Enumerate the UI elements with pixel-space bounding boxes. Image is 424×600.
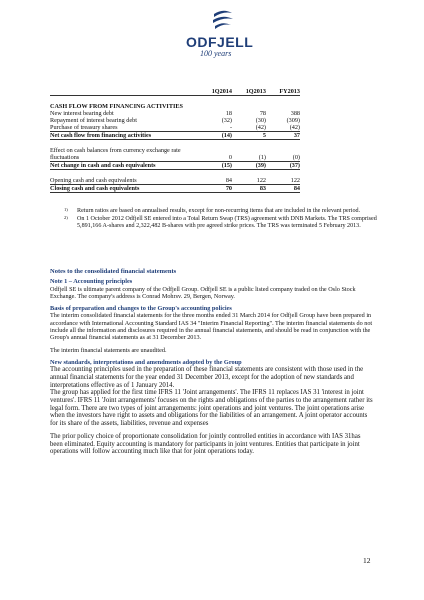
footnote [64, 208, 384, 215]
footnotes [64, 208, 384, 232]
column-header: 1Q2014 [198, 88, 232, 96]
table-row: Effect on cash balances from currency exchange rate fluctuations 0 (1) (0) [50, 147, 300, 161]
note1-title: Note 1 – Accounting principles [50, 278, 133, 286]
footnote-mark: 1) [64, 207, 68, 212]
note1-text: Odfjell SE is ultimate parent company of the Odfjell Group. Odfjell SE is a public listed company traded on the Oslo Stock Exchange. The company's address is Conrad Mohrsv. 29, Bergen, Norway. [50, 285, 356, 300]
basis-text: The interim consolidated financial statements for the three months ended 31 March 2014 for Odfjell Group have been prepared in accordance with International Accounting Standard IAS 34 "Interim Financial Reporting". The interim financial statements do not include all the information and disclosures required in the annual financial statements, and should be read in conjunction with the Group's annual financial statements as at 31 December 2013. [50, 312, 373, 342]
notes-heading: Notes to the consolidated financial statements [50, 268, 177, 275]
table-row: Purchase of treasury shares - (42) (42) [50, 124, 300, 131]
basis-title: Basis of preparation and changes to the Group's accounting policies [50, 305, 232, 313]
company-logo [186, 8, 266, 64]
ias31-text: The prior policy choice of proportionate consolidation for jointly controlled entities in accordance with IAS 31has been eliminated. Equity accounting is mandatory for participants in joint ventures. Entities that participate in joint operations will follow accounting much like that for joint operations today. [50, 432, 361, 456]
section-title: CASH FLOW FROM FINANCING ACTIVITIES [50, 103, 183, 110]
section-title-row [50, 103, 300, 110]
column-header: FY2013 [266, 88, 300, 96]
table-row: New interest bearing debt 18 78 388 [50, 110, 300, 117]
page-number: 12 [363, 556, 371, 565]
total-row: Net cash flow from financing activities (14) 5 37 [50, 132, 300, 139]
new-standards-text: The accounting principles used in the preparation of these financial statements are consistent with those used in the annual financial statements for the year ended 31 December 2013, except for the adoption of new standards and interpretations effective as of 1 January 2014. [50, 366, 364, 389]
ifrs11-text: The group has applied for the first time IFRS 11 'Joint arrangements'. The IFRS 11 replaces IAS 31 'interest in joint ventures'. IFRS 11 'Joint arrangements' focuses on the rights and obligations of the parties to the arrangement rather its legal form. There are two types of joint arrangements: joint operations and joint ventures. The joint operations arise when the investors have right to assets and obligations for the liabilities of an arrangement. A joint operator accounts for its share of the assets, liabilities, revenue and expenses [50, 389, 373, 428]
total-row: Closing cash and cash equivalents 70 83 84 [50, 185, 300, 192]
logo-wave-icon [210, 8, 236, 32]
table-header-row [50, 88, 300, 96]
footnote [64, 216, 384, 230]
table-row: Repayment of interest bearing debt (32) (30) (309) [50, 117, 300, 124]
logo-tagline: 100 years [200, 49, 232, 58]
notes-section [50, 268, 375, 461]
unaudited-text: The interim financial statements are unaudited. [50, 346, 167, 354]
cash-flow-table [50, 88, 300, 193]
column-header: 1Q2013 [232, 88, 266, 96]
table-row: Opening cash and cash equivalents 84 122 122 [50, 177, 300, 184]
total-row: Net change in cash and cash equivalents (15) (39) (37) [50, 162, 300, 169]
logo-wordmark: ODFJELL [186, 34, 254, 50]
footnote-text: Return ratios are based on annualised results, except for non-recurring items that are included in the relevant period. [77, 208, 361, 214]
new-standards-title: New standards, interpretations and amendments adopted by the Group [50, 358, 242, 366]
footnote-text: On 1 October 2012 Odfjell SE entered into a Total Return Swap (TRS) agreement with DNB Markets. The TRS comprised 5,891,166 A-shares and 2,322,482 B-shares with pre agreed strike prices. The TRS was terminated 5 February 2013. [77, 216, 377, 230]
footnote-mark: 2) [64, 215, 68, 221]
